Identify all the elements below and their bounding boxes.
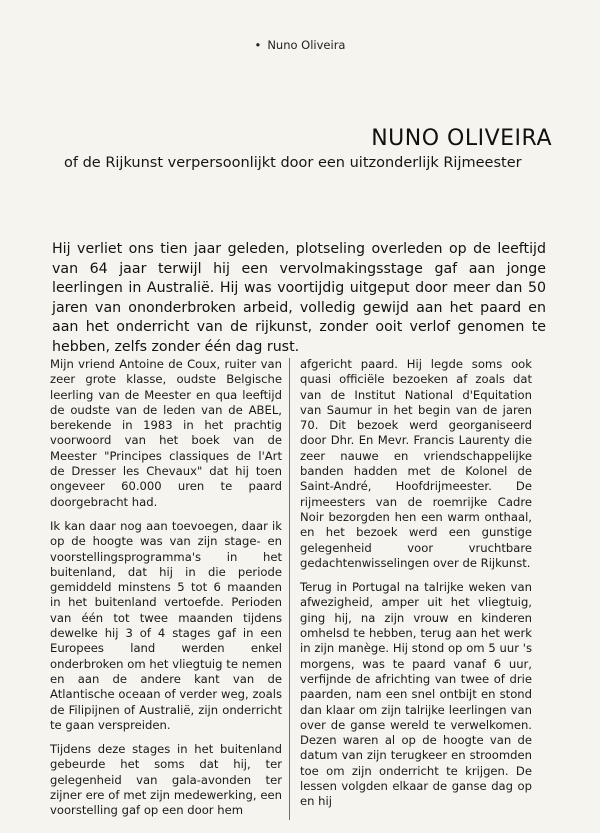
left-column <box>50 357 282 828</box>
column-divider <box>289 358 290 820</box>
body-paragraph: Terug in Portugal na talrijke weken van afwezigheid, amper uit het vliegtuig, ging hij, na zijn vrouw en kinderen omhelsd te hebben, terug aan het werk in zijn manège. Hij stond op om 5 uur 's morgens, was te paard vanaf 6 uur, verfijnde de africhting van twee of drie paarden, nam een snel ontbijt en stond dan klaar om zijn talrijke leerlingen van over de ganse wereld te verwelkomen. Dezen waren al op de hoogte van de datum van zijn terugkeer en stroomden toe om zijn onderricht te krijgen. De lessen volgden elkaar de ganse dag op en hij <box>300 580 532 809</box>
body-paragraph: Mijn vriend Antoine de Coux, ruiter van zeer grote klasse, oudste Belgische leerling van de Meester en qua leeftijd de oudste van de leden van de ABEL, berekende in 1983 in het prachtig voorwoord van het boek van de Meester "Principes classiques de l'Art de Dresser les Chevaux" dat hij toen ongeveer 60.000 uren te paard doorgebracht had. <box>50 357 282 509</box>
running-header <box>0 38 600 52</box>
body-paragraph: Ik kan daar nog aan toevoegen, daar ik op de hoogte was van zijn stage- en voorstellingsprogramma's in het buitenland, dat hij in die periode gemiddeld minstens 5 tot 6 maanden in het buitenland vertoefde. Perioden van één tot twee maanden tijdens dewelke hij 3 of 4 stages gaf in een Europees land werden enkel onderbroken om het vliegtuig te nemen en aan de andere kant van de Atlantische oceaan of verder weg, zoals de Filipijnen of Australië, zijn onderricht te gaan verspreiden. <box>50 518 282 732</box>
bullet-icon: • <box>254 38 262 52</box>
running-title: Nuno Oliveira <box>267 38 346 52</box>
right-column <box>300 357 532 819</box>
body-paragraph: Tijdens deze stages in het buitenland gebeurde het soms dat hij, ter gelegenheid van gala-avonden ter zijner ere of met zijn medewerking, een voorstelling gaf op een door hem <box>50 742 282 818</box>
lead-paragraph: Hij verliet ons tien jaar geleden, plotseling overleden op de leeftijd van 64 jaar terwijl hij een vervolmakingsstage gaf aan jonge leerlingen in Australië. Hij was voortijdig uitgeput door meer dan 50 jaren van ononderbroken arbeid, volledig gewijd aan het paard en aan het onderricht van de rijkunst, zonder ooit verlof genomen te hebben, zelfs zonder één dag rust. <box>52 241 546 355</box>
article-title: NUNO OLIVEIRA <box>371 126 552 151</box>
article-subtitle: of de Rijkunst verpersoonlijkt door een uitzonderlijk Rijmeester <box>64 155 522 171</box>
body-paragraph: afgericht paard. Hij legde soms ook quasi officiële bezoeken af zoals dat van de Institut National d'Equitation van Saumur in het begin van de jaren 70. Dit bezoek werd georganiseerd door Dhr. En Mevr. Francis Laurenty die zeer nauwe en vriendschappelijke banden hadden met de Kolonel de Saint-André, Hoofdrijmeester. De rijmeesters van de roemrijke Cadre Noir bezorgden hen een warm onthaal, en het bezoek werd een gunstige gelegenheid voor vruchtbare gedachtenwisselingen over de Rijkunst. <box>300 357 532 570</box>
